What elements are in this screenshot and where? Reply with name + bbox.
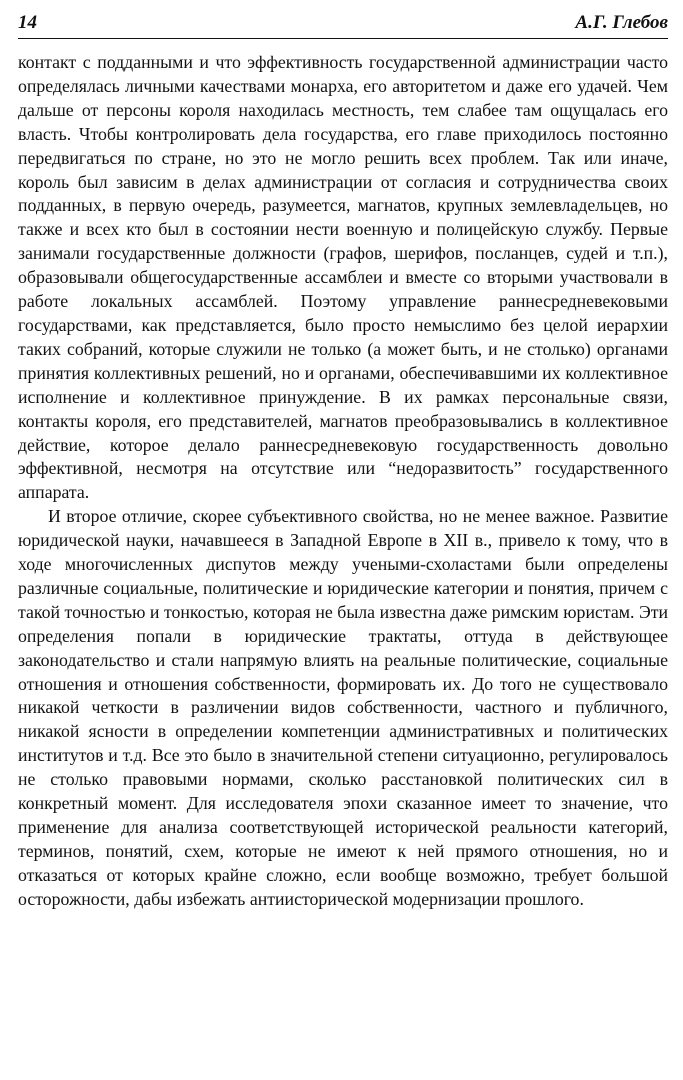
paragraph-2: И второе отличие, скорее субъективного свойства, но не менее важное. Развитие юридической науки, начавшееся в Западной Европе в XII в., привело к тому, что в ходе многочисленных диспутов между учеными-схоластами были определены различные социальные, политические и юридические категории и понятия, причем с такой точностью и тонкостью, которая не была известна даже римским юристам. Эти определения попали в юридические трактаты, оттуда в действующее законодательство и стали напрямую влиять на реальные политические, социальные отношения и отношения собственности, формировать их. До того не существовало никакой четкости в различении видов собственности, частного и публичного, никакой ясности в определении компетенции административных и политических институтов и т.д. Все это было в значительной степени ситуационно, регулировалось не столько правовыми нормами, сколько расстановкой политических сил в конкретный момент. Для исследователя эпохи сказанное имеет то значение, что применение для анализа соответствующей исторической реальности категорий, терминов, понятий, схем, которые не имеют к ней прямого отношения, но и отказаться от которых крайне сложно, если вообще возможно, требует большой осторожности, дабы избежать антиисторической модернизации прошлого. — [18, 506, 668, 909]
page-number: 14 — [18, 12, 37, 33]
body-text — [18, 51, 668, 912]
paragraph-1: контакт с подданными и что эффективность государственной администрации часто определялась личными качествами монарха, его авторитетом и даже его удачей. Чем дальше от персоны короля находилась местность, тем слабее там ощущалась его власть. Чтобы контролировать дела государства, его главе приходилось постоянно передвигаться по стране, но это не могло решить всех проблем. Так или иначе, король был зависим в делах администрации от согласия и сотрудничества своих подданных, в первую очередь, разумеется, магнатов, крупных землевладельцев, но также и всех кто был в состоянии нести военную и полицейскую службу. Первые занимали государственные должности (графов, шерифов, посланцев, судей и т.п.), образовывали общегосударственные ассамблеи и вместе со вторыми участвовали в работе локальных ассамблей. Поэтому управление раннесредневековыми государствами, как представляется, было просто немыслимо без целой иерархии таких собраний, которые служили не только (а может быть, и не столько) органами принятия коллективных решений, но и органами, обеспечивавшими их коллективное исполнение и коллективное принуждение. В их рамках персональные связи, контакты короля, его представителей, магнатов преобразовывались в коллективное действие, которое делало раннесредневековую государственность довольно эффективной, несмотря на отсутствие или “недоразвитость” государственного аппарата. — [18, 52, 668, 503]
running-header — [18, 12, 668, 39]
book-page — [18, 12, 668, 1072]
running-title: А.Г. Глебов — [575, 12, 668, 33]
